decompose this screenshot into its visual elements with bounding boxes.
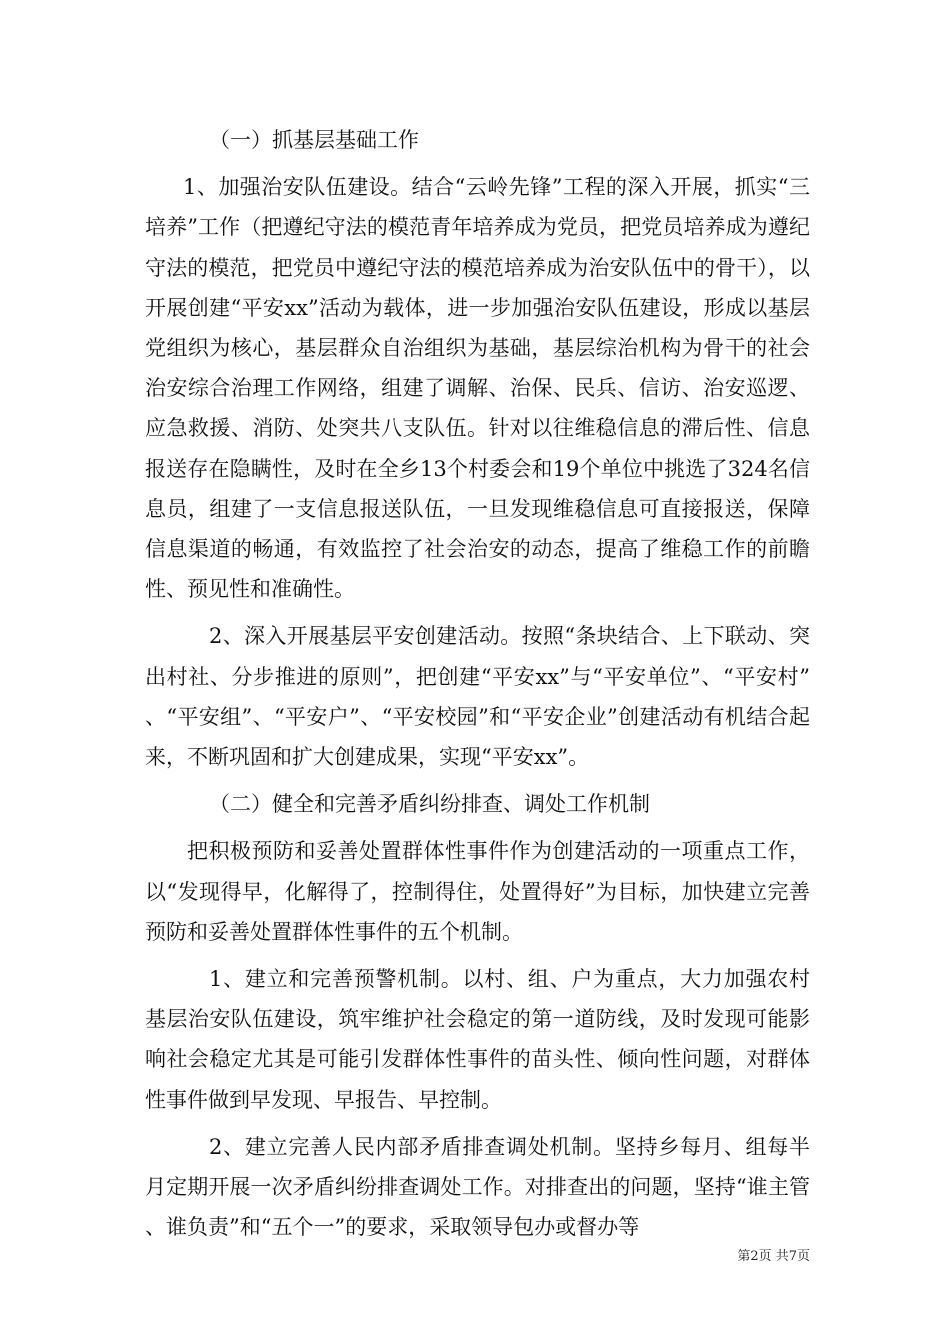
page-number: 第2页 共7页 [737,1249,810,1264]
section-2-heading: （二）健全和完善矛盾纠纷排查、调处工作机制 [209,792,650,817]
section-2-paragraph-2: 2、建立完善人民内部矛盾排查调处机制。坚持乡每月、组每半月定期开展一次矛盾纠纷排查调处工作。对排查出的问题，坚持“谁主管、谁负责”和“五个一”的要求，采取领导包办或督办等 [145,1134,810,1240]
section-1-heading: （一）抓基层基础工作 [209,128,419,152]
section-2-intro: 把积极预防和妥善处置群体性事件作为创建活动的一项重点工作，以“发现得早，化解得了，控制得住，处置得好”为目标，加快建立完善预防和妥善处置群体性事件的五个机制。 [145,839,810,944]
section-1-paragraph-1: 1、加强治安队伍建设。结合“云岭先锋”工程的深入开展，抓实“三培养”工作（把遵纪守法的模范青年培养成为党员，把党员培养成为遵纪守法的模范，把党员中遵纪守法的模范培养成为治安队伍中的骨干），以开展创建“平安xx”活动为载体，进一步加强治安队伍建设，形成以基层党组织为核心，基层群众自治组织为基础，基层综治机构为骨干的社会治安综合治理工作网络，组建了调解、治保、民兵、信访、治安巡逻、应急救援、消防、处突共八支队伍。针对以往维稳信息的滞后性、信息报送存在隐瞒性，及时在全乡13个村委会和19个单位中挑选了324名信息员，组建了一支信息报送队伍，一旦发现维稳信息可直接报送，保障信息渠道的畅通，有效监控了社会治安的动态，提高了维稳工作的前瞻性、预见性和准确性。 [145,175,810,602]
document-body [145,113,810,1247]
section-1-paragraph-2: 2、深入开展基层平安创建活动。按照“条块结合、上下联动、突出村社、分步推进的原则”，把创建“平安xx”与“平安单位”、“平安村”、“平安组”、“平安户”、“平安校园”和“平安企业”创建活动有机结合起来，不断巩固和扩大创建成果，实现“平安xx”。 [145,624,810,770]
section-2-paragraph-1: 1、建立和完善预警机制。以村、组、户为重点，大力加强农村基层治安队伍建设，筑牢维护社会稳定的第一道防线，及时发现可能影响社会稳定尤其是可能引发群体性事件的苗头性、倾向性问题，对群体性事件做到早发现、早报告、早控制。 [145,967,810,1112]
